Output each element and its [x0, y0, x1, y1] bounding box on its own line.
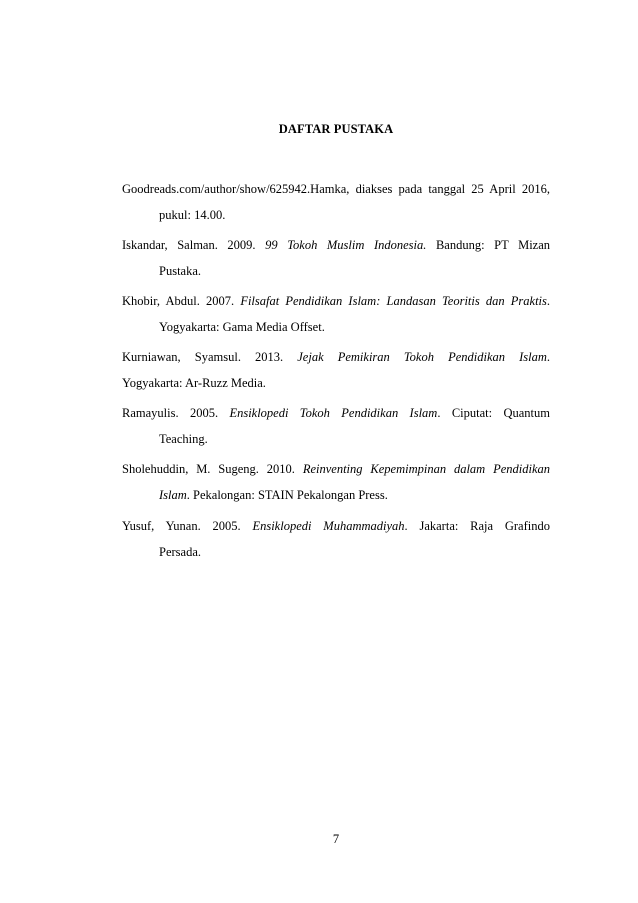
- entry-line-1: [122, 456, 550, 482]
- entry-punctuation: .: [546, 294, 551, 308]
- entry-title: Ensiklopedi Muhammadiyah: [252, 519, 405, 533]
- entry-line-1: [122, 232, 550, 258]
- entry-line-1: [122, 513, 550, 539]
- entry-line-1: [122, 176, 550, 202]
- entry-line-2: Yogyakarta: Gama Media Offset.: [159, 320, 325, 334]
- entry-title: Reinventing Kepemimpinan dalam Pendidikan: [302, 462, 550, 476]
- bibliography-entry: [122, 176, 550, 228]
- entry-line-2: Yogyakarta: Ar-Ruzz Media.: [122, 376, 266, 390]
- entry-line-2: pukul: 14.00.: [159, 208, 226, 222]
- entry-line-2: Pustaka.: [159, 264, 202, 278]
- entry-line-1: [122, 344, 550, 370]
- entry-line-1: [122, 288, 550, 314]
- entry-author-year: Sholehuddin, M. Sugeng. 2010.: [122, 462, 295, 476]
- entry-line-2: [122, 482, 550, 508]
- entry-author-year: Kurniawan, Syamsul. 2013.: [122, 350, 284, 364]
- entry-line-2: Teaching.: [159, 432, 208, 446]
- bibliography-entry: [122, 456, 550, 508]
- bibliography-entry: [122, 513, 550, 565]
- entry-title: 99 Tokoh Muslim Indonesia.: [265, 238, 427, 252]
- entry-title: Filsafat Pendidikan Islam: Landasan Teoritis dan Praktis: [240, 294, 547, 308]
- entry-author-year: Khobir, Abdul. 2007.: [122, 294, 235, 308]
- entry-publisher: Bandung: PT Mizan: [435, 238, 551, 252]
- entry-title: Jejak Pemikiran Tokoh Pendidikan Islam: [297, 350, 547, 364]
- entry-publisher: . Pekalongan: STAIN Pekalongan Press.: [186, 488, 388, 502]
- entry-author-year: Yusuf, Yunan. 2005.: [122, 519, 241, 533]
- entry-title: Ensiklopedi Tokoh Pendidikan Islam: [229, 406, 438, 420]
- entry-line-1: [122, 400, 550, 426]
- page-number: 7: [332, 832, 340, 846]
- entry-title-continued: Islam: [159, 488, 187, 502]
- entry-line-2: Persada.: [159, 545, 201, 559]
- entry-text: Goodreads.com/author/show/625942.Hamka, diakses pada tanggal 25 April 2016,: [122, 182, 550, 196]
- bibliography-entry: [122, 344, 550, 396]
- entry-author-year: Ramayulis. 2005.: [122, 406, 219, 420]
- bibliography-entry: [122, 232, 550, 284]
- entry-punctuation: .: [546, 350, 550, 364]
- bibliography-entry: [122, 400, 550, 452]
- entry-publisher: . Ciputat: Quantum: [437, 406, 550, 420]
- bibliography-entry: [122, 288, 550, 340]
- page-title: DAFTAR PUSTAKA: [278, 122, 394, 136]
- entry-author-year: Iskandar, Salman. 2009.: [122, 238, 256, 252]
- entry-publisher: . Jakarta: Raja Grafindo: [404, 519, 550, 533]
